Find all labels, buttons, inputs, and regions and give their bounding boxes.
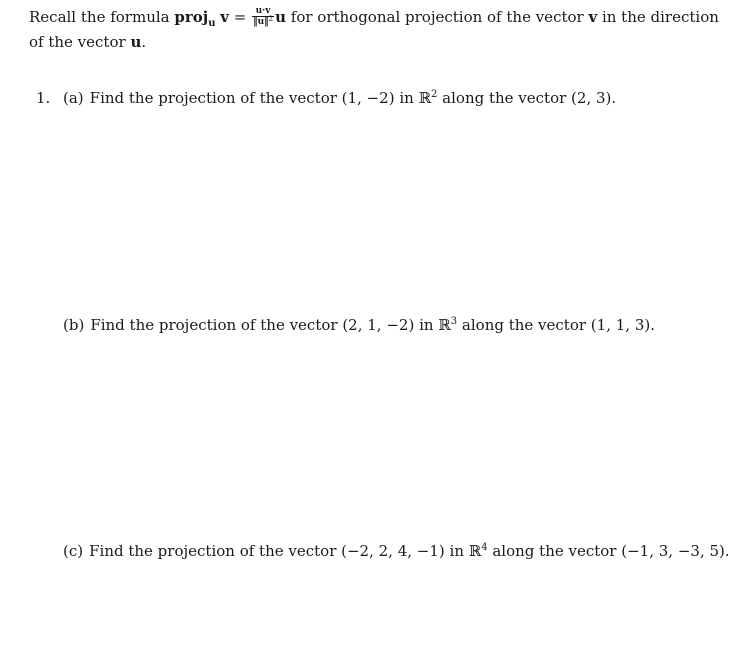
part-a-text-end: along the vector (2, 3). xyxy=(437,89,617,107)
projection-fraction xyxy=(252,6,274,27)
problem-1c xyxy=(63,541,730,564)
part-b-space-exponent: 3 xyxy=(450,316,458,327)
part-c-space-exponent: 4 xyxy=(481,542,488,553)
part-a-text: Find the projection of the vector (1, −2) in ℝ xyxy=(89,89,432,107)
equals-sign: = xyxy=(228,8,252,26)
part-a-space-exponent: 2 xyxy=(431,89,438,100)
proj-word: proj xyxy=(174,8,209,26)
part-b-text: Find the projection of the vector (2, 1, −2) in ℝ xyxy=(90,316,451,334)
vector-v-bold: v xyxy=(588,8,598,26)
proj-v: v xyxy=(220,8,229,26)
fraction-numerator: u·v xyxy=(252,6,274,17)
fraction-denominator xyxy=(252,14,274,27)
intro-middle-text: for orthogonal projection of the vector xyxy=(286,8,589,26)
problem-number: 1. xyxy=(36,89,51,107)
intro-line-1 xyxy=(29,5,719,31)
intro-line2-text: of the vector xyxy=(29,33,131,51)
part-c-text: Find the projection of the vector (−2, 2, 4, −1) in ℝ xyxy=(89,542,482,560)
intro-recall-text: Recall the formula xyxy=(29,8,175,26)
intro-period: . xyxy=(141,33,147,51)
intro-line-2 xyxy=(29,31,689,54)
part-c-label: (c) xyxy=(63,542,84,560)
fraction-denominator-norm: ‖u‖ xyxy=(253,16,269,27)
proj-subscript: u xyxy=(208,18,216,29)
u-after-fraction: u xyxy=(275,8,286,26)
part-b-text-end: along the vector (1, 1, 3). xyxy=(457,316,655,334)
problem-1a xyxy=(36,88,616,111)
fraction-denominator-exponent: 2 xyxy=(268,14,274,23)
part-c-text-end: along the vector (−1, 3, −3, 5). xyxy=(487,542,730,560)
intro-paragraph xyxy=(29,5,719,54)
vector-u-bold: u xyxy=(130,33,142,51)
part-a-label: (a) xyxy=(63,89,84,107)
part-b-label: (b) xyxy=(63,316,85,334)
intro-line1-end: in the direction xyxy=(597,8,719,26)
problem-1b xyxy=(63,315,655,338)
